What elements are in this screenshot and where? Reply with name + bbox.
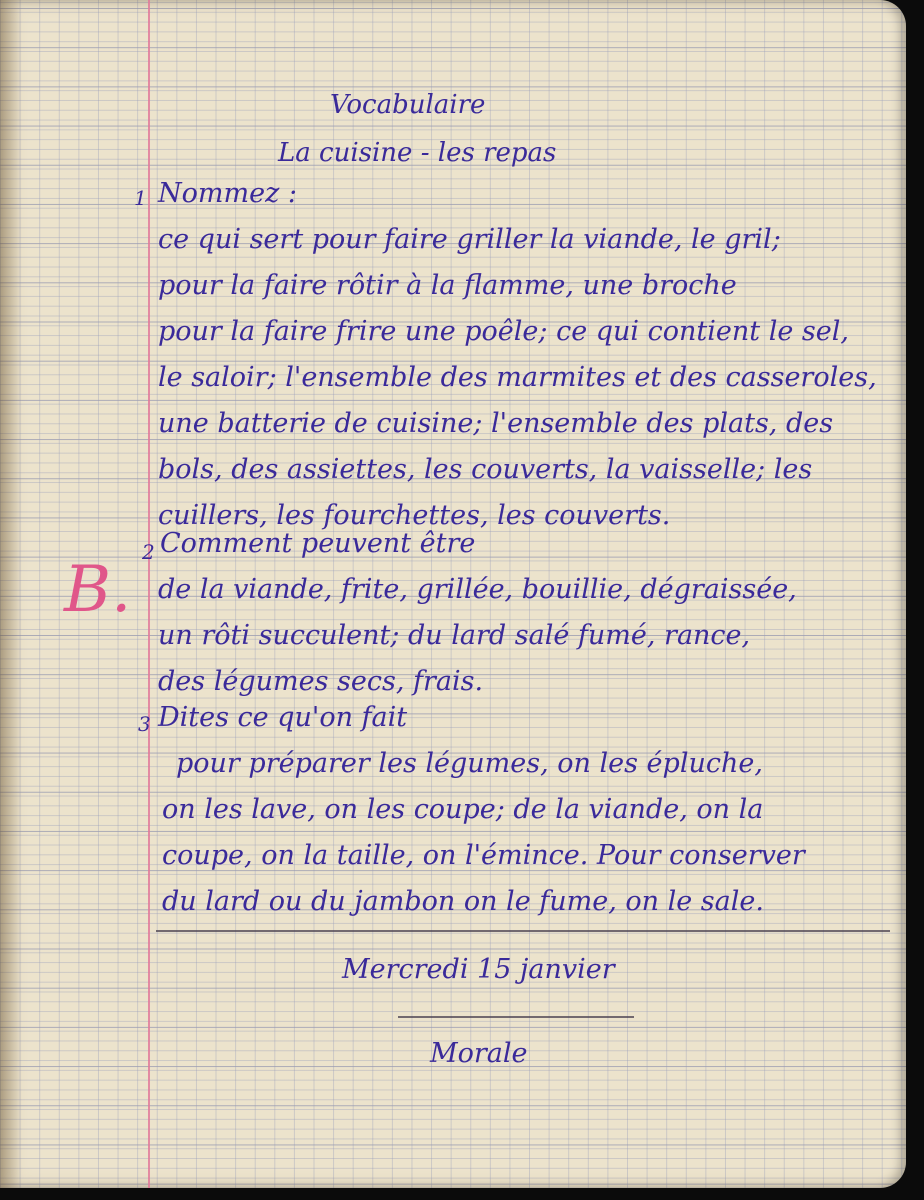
section-number: 2 bbox=[142, 540, 155, 564]
text-line: on les lave, on les coupe; de la viande, on la bbox=[162, 794, 764, 825]
next-lesson-title: Morale bbox=[430, 1038, 528, 1069]
date-heading: Mercredi 15 janvier bbox=[342, 954, 615, 985]
text-line: du lard ou du jambon on le fume, on le sale. bbox=[162, 886, 764, 917]
divider-rule bbox=[156, 930, 890, 932]
section-number: 1 bbox=[134, 186, 147, 210]
text-line: pour préparer les légumes, on les épluche, bbox=[176, 748, 763, 779]
text-line: le saloir; l'ensemble des marmites et des casseroles, bbox=[158, 362, 877, 393]
grade-mark: B. bbox=[64, 553, 132, 627]
text-line: cuillers, les fourchettes, les couverts. bbox=[158, 500, 671, 531]
page-title: Vocabulaire bbox=[330, 90, 486, 120]
section-heading: Dites ce qu'on fait bbox=[158, 702, 408, 733]
text-line: un rôti succulent; du lard salé fumé, rance, bbox=[158, 620, 751, 651]
text-line: pour la faire rôtir à la flamme, une broche bbox=[158, 270, 737, 301]
text-line: de la viande, frite, grillée, bouillie, dégraissée, bbox=[158, 574, 797, 605]
text-line: une batterie de cuisine; l'ensemble des plats, des bbox=[158, 408, 834, 439]
text-line: ce qui sert pour faire griller la viande, le gril; bbox=[158, 224, 781, 255]
binding-shadow bbox=[0, 0, 22, 1188]
section-heading: Comment peuvent être bbox=[160, 528, 476, 559]
text-line: bols, des assiettes, les couverts, la vaisselle; les bbox=[158, 454, 813, 485]
margin-line bbox=[148, 0, 150, 1188]
section-number: 3 bbox=[138, 712, 151, 736]
section-heading: Nommez : bbox=[158, 178, 297, 209]
text-line: pour la faire frire une poêle; ce qui contient le sel, bbox=[158, 316, 849, 347]
text-line: des légumes secs, frais. bbox=[158, 666, 484, 697]
text-line: coupe, on la taille, on l'émince. Pour conserver bbox=[162, 840, 805, 871]
divider-rule bbox=[398, 1016, 634, 1018]
page-subtitle: La cuisine - les repas bbox=[278, 138, 557, 168]
